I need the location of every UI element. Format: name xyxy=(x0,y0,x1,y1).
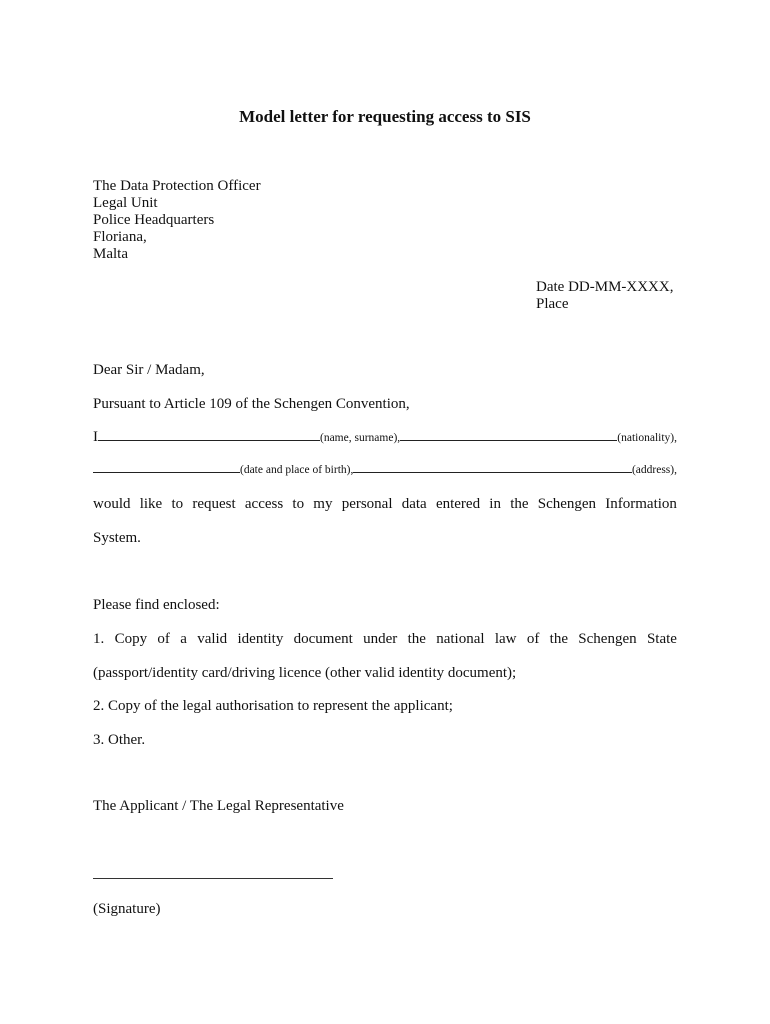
request-line xyxy=(93,496,677,513)
enclosure-item-2: 2. Copy of the legal authorisation to represent the applicant; xyxy=(93,698,453,714)
request-word: to xyxy=(292,496,305,512)
item1-word: valid xyxy=(197,631,228,647)
name-label: (name, surname), xyxy=(320,432,401,444)
intro-paragraph: Pursuant to Article 109 of the Schengen Convention, xyxy=(93,396,410,412)
item1-word: the xyxy=(549,631,568,647)
recipient-line: The Data Protection Officer xyxy=(93,178,261,194)
item1-word: of xyxy=(526,631,540,647)
enclosed-heading: Please find enclosed: xyxy=(93,597,220,613)
birth-blank-line[interactable] xyxy=(93,471,240,473)
request-word: Information xyxy=(605,496,677,512)
request-word: Schengen xyxy=(537,496,597,512)
item1-word: Copy xyxy=(114,631,148,647)
request-word: personal xyxy=(341,496,393,512)
signature-line[interactable] xyxy=(93,878,333,879)
signature-caption: (Signature) xyxy=(93,901,161,917)
date-place-block xyxy=(536,279,673,313)
name-blank-line[interactable] xyxy=(98,439,320,441)
form-row-name-nationality xyxy=(93,429,677,446)
item1-word: under xyxy=(363,631,398,647)
salutation: Dear Sir / Madam, xyxy=(93,362,205,378)
nationality-label: (nationality), xyxy=(617,432,677,444)
pronoun-i: I xyxy=(93,429,98,445)
request-word: my xyxy=(313,496,333,512)
letter-title: Model letter for requesting access to SIS xyxy=(239,107,531,126)
request-word: would xyxy=(93,496,131,512)
item1-word: law xyxy=(494,631,517,647)
address-blank-line[interactable] xyxy=(353,471,632,473)
place-line: Place xyxy=(536,296,569,312)
recipient-line: Legal Unit xyxy=(93,195,158,211)
recipient-address xyxy=(93,178,261,263)
recipient-line: Malta xyxy=(93,246,128,262)
request-word: data xyxy=(401,496,427,512)
item1-word: a xyxy=(180,631,187,647)
request-line-end: System. xyxy=(93,530,141,546)
signatory-label: The Applicant / The Legal Representative xyxy=(93,798,344,814)
recipient-line: Floriana, xyxy=(93,229,147,245)
nationality-blank-line[interactable] xyxy=(400,439,617,441)
request-word: the xyxy=(510,496,529,512)
request-word: request xyxy=(192,496,236,512)
date-line: Date DD-MM-XXXX, xyxy=(536,279,674,295)
form-row-birth-address xyxy=(93,464,677,476)
item1-word: of xyxy=(157,631,170,647)
item1-word: Schengen xyxy=(578,631,637,647)
enclosure-item-3: 3. Other. xyxy=(93,732,146,748)
recipient-line: Police Headquarters xyxy=(93,212,215,228)
item1-word: 1. xyxy=(93,631,105,647)
birth-label: (date and place of birth), xyxy=(240,464,354,476)
address-label: (address), xyxy=(631,464,677,476)
item1-word: identity xyxy=(237,631,284,647)
item1-word: national xyxy=(436,631,485,647)
request-word: to xyxy=(171,496,184,512)
request-word: like xyxy=(139,496,163,512)
enclosure-item-1 xyxy=(93,631,677,648)
item1-word: the xyxy=(407,631,426,647)
request-word: entered xyxy=(435,496,481,512)
item1-word: document xyxy=(293,631,353,647)
item1-word: State xyxy=(646,631,677,647)
enclosure-item-1-continued: (passport/identity card/driving licence (other valid identity document); xyxy=(93,665,517,681)
request-word: access xyxy=(244,496,284,512)
request-word: in xyxy=(489,496,501,512)
